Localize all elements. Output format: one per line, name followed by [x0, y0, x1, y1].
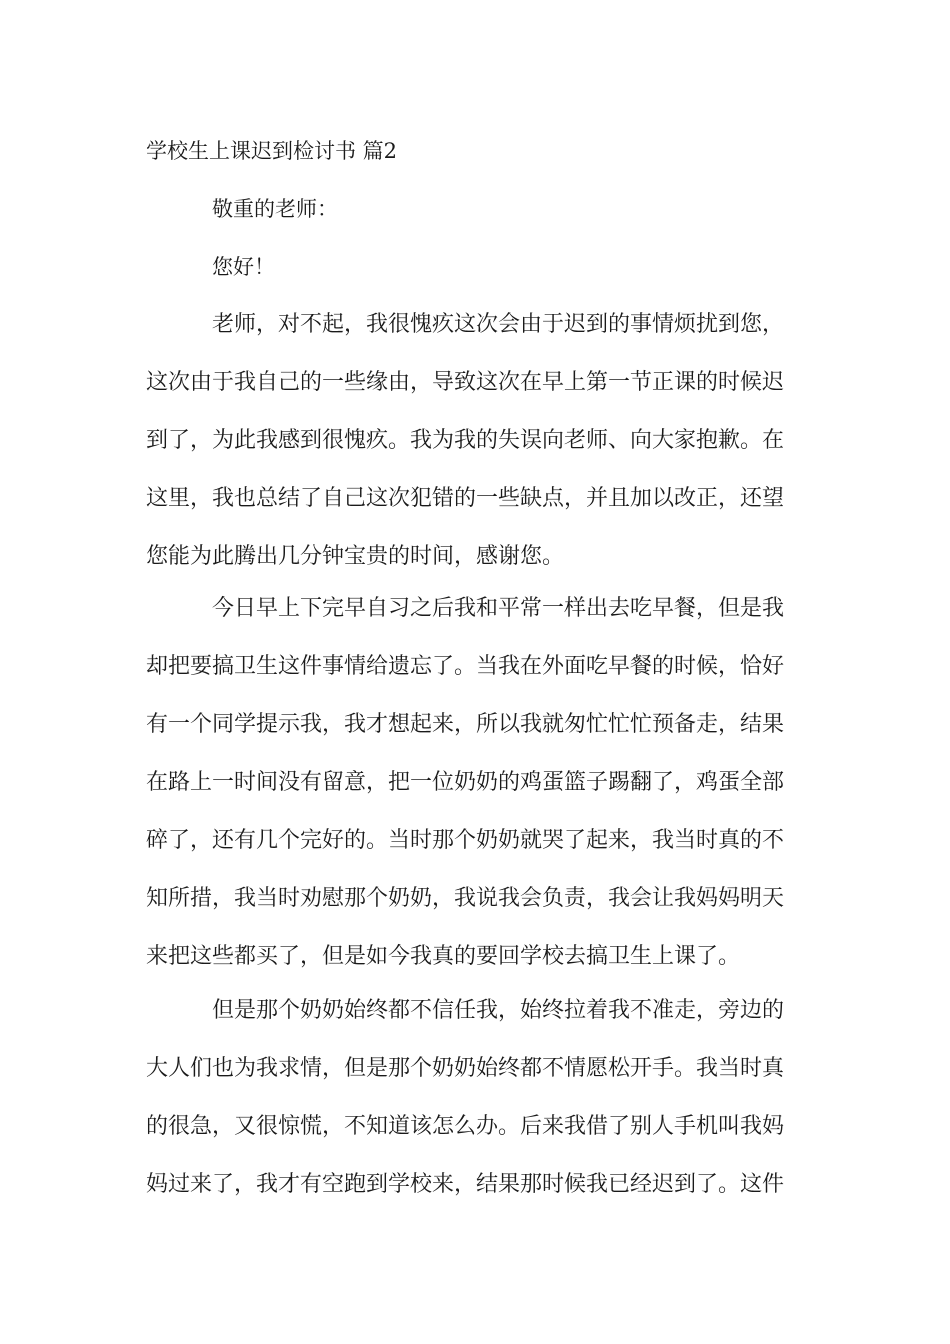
paragraph-line: 知所措，我当时劝慰那个奶奶，我说我会负责，我会让我妈妈明天: [146, 886, 785, 911]
paragraph-line: 大人们也为我求情，但是那个奶奶始终都不情愿松开手。我当时真: [146, 1056, 785, 1081]
paragraph-apology: [146, 296, 806, 586]
paragraph-line: 却把要搞卫生这件事情给遗忘了。当我在外面吃早餐的时候，恰好: [146, 654, 785, 679]
salutation: 敬重的老师：: [212, 197, 338, 221]
paragraph-line: 有一个同学提示我，我才想起来，所以我就匆忙忙忙预备走，结果: [146, 712, 785, 737]
paragraph-line: 但是那个奶奶始终都不信任我，始终拉着我不准走，旁边的: [212, 998, 785, 1023]
document-title: 学校生上课迟到检讨书 篇2: [146, 139, 398, 163]
paragraph-line: 在路上一时间没有留意，把一位奶奶的鸡蛋篮子踢翻了，鸡蛋全部: [146, 770, 785, 795]
paragraph-line: 的很急，又很惊慌，不知道该怎么办。后来我借了别人手机叫我妈: [146, 1114, 785, 1139]
paragraph-story: [146, 580, 806, 986]
paragraph-line: 碎了，还有几个完好的。当时那个奶奶就哭了起来，我当时真的不: [146, 828, 785, 853]
paragraph-line: 到了，为此我感到很愧疚。我为我的失误向老师、向大家抱歉。在: [146, 428, 785, 453]
paragraph-continuation: [146, 982, 806, 1214]
paragraph-line: 老师，对不起，我很愧疚这次会由于迟到的事情烦扰到您，: [212, 312, 785, 337]
paragraph-line: 您能为此腾出几分钟宝贵的时间，感谢您。: [146, 544, 565, 569]
paragraph-line: 今日早上下完早自习之后我和平常一样出去吃早餐，但是我: [212, 596, 785, 621]
paragraph-line: 来把这些都买了，但是如今我真的要回学校去搞卫生上课了。: [146, 944, 741, 969]
paragraph-line: 妈过来了，我才有空跑到学校来，结果那时候我已经迟到了。这件: [146, 1172, 785, 1197]
greeting: 您好！: [212, 255, 275, 279]
paragraph-line: 这次由于我自己的一些缘由，导致这次在早上第一节正课的时候迟: [146, 370, 785, 395]
paragraph-line: 这里，我也总结了自己这次犯错的一些缺点，并且加以改正，还望: [146, 486, 785, 511]
